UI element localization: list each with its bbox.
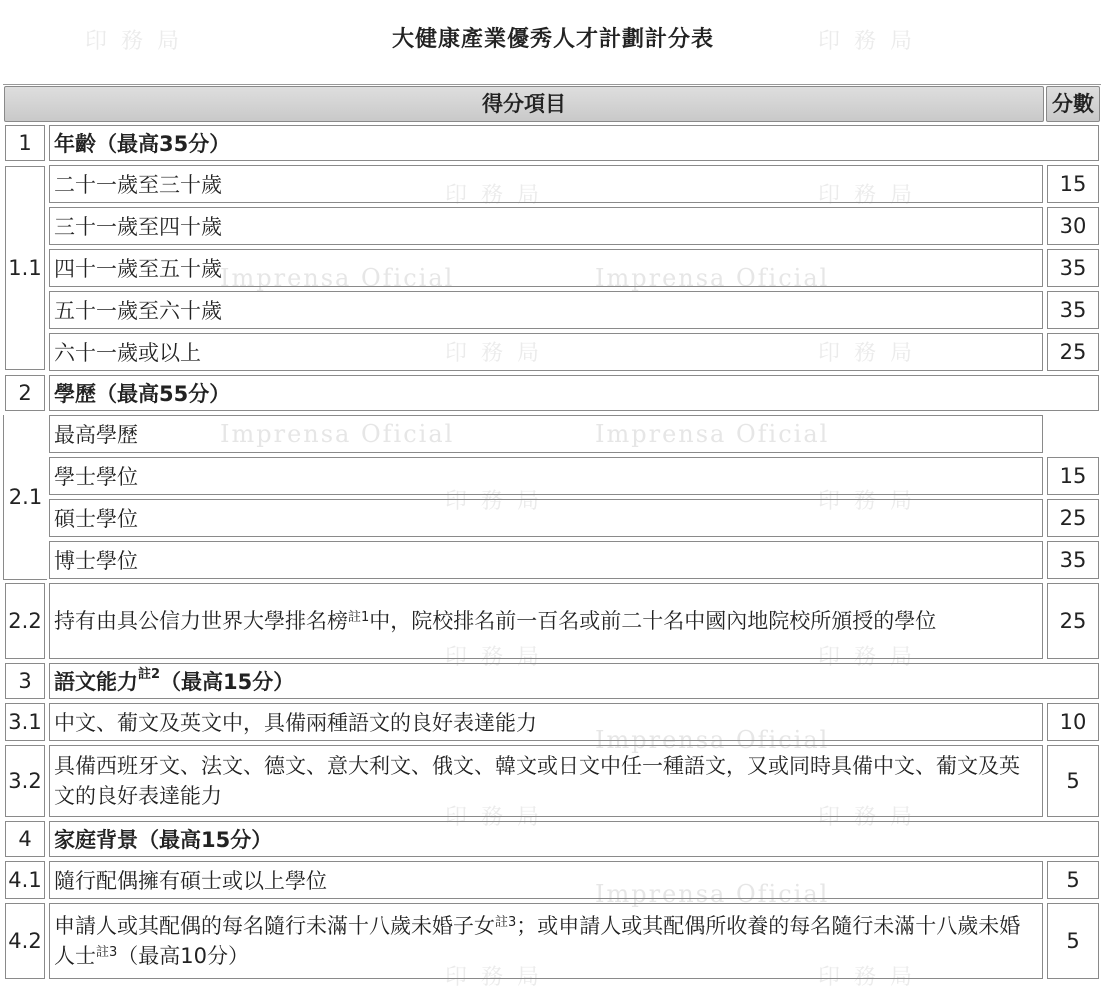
item-score: 35 xyxy=(1047,291,1099,329)
footnote-ref: 註3 xyxy=(96,945,118,960)
item-subheading: 最高學歷 xyxy=(49,415,1043,453)
watermark-seal: 印務局 xyxy=(818,805,927,830)
table-header-row xyxy=(3,85,1101,123)
table-row xyxy=(3,743,1101,819)
section-number: 4 xyxy=(5,821,45,857)
watermark-text: Imprensa Oficial xyxy=(595,420,830,448)
table-row xyxy=(3,455,1101,497)
watermark-text: Imprensa Oficial xyxy=(220,420,455,448)
item-label: 隨行配偶擁有碩士或以上學位 xyxy=(49,861,1043,899)
item-label: 碩士學位 xyxy=(49,499,1043,537)
table-row xyxy=(3,581,1101,661)
header-item: 得分項目 xyxy=(4,86,1044,122)
item-label: 二十一歲至三十歲 xyxy=(49,165,1043,203)
item-label: 中文、葡文及英文中，具備兩種語文的良好表達能力 xyxy=(49,703,1043,741)
watermark-seal: 印務局 xyxy=(445,965,554,990)
item-label: 具備西班牙文、法文、德文、意大利文、俄文、韓文或日文中任一種語文，又或同時具備中文、葡文及英文的良好表達能力 xyxy=(49,745,1043,817)
section-row xyxy=(3,373,1101,413)
table-row xyxy=(3,205,1101,247)
item-number: 2.1 xyxy=(3,415,47,580)
score-table xyxy=(3,84,1101,981)
table-row xyxy=(3,497,1101,539)
item-score: 30 xyxy=(1047,207,1099,245)
item-score: 5 xyxy=(1047,861,1099,899)
footnote-ref: 註3 xyxy=(495,915,517,930)
watermark-seal: 印務局 xyxy=(818,489,927,514)
item-number: 4.2 xyxy=(5,903,45,979)
item-label: 三十一歲至四十歲 xyxy=(49,207,1043,245)
item-score: 25 xyxy=(1047,333,1099,371)
header-score: 分數 xyxy=(1046,86,1100,122)
watermark-text: Imprensa Oficial xyxy=(595,880,830,908)
section-row xyxy=(3,661,1101,701)
section-label: 年齡（最高35分） xyxy=(49,125,1099,161)
section-number: 1 xyxy=(5,125,45,161)
section-number: 3 xyxy=(5,663,45,699)
footnote-ref: 註1 xyxy=(348,610,370,625)
watermark-seal: 印務局 xyxy=(445,645,554,670)
footnote-ref: 註2 xyxy=(138,667,161,682)
item-score: 15 xyxy=(1047,165,1099,203)
watermark-seal: 印務局 xyxy=(818,341,927,366)
watermark-seal: 印務局 xyxy=(445,489,554,514)
item-number: 4.1 xyxy=(5,861,45,899)
watermark-text: Imprensa Oficial xyxy=(220,264,455,292)
watermark-seal: 印務局 xyxy=(445,183,554,208)
item-number: 1.1 xyxy=(5,166,45,370)
item-score: 15 xyxy=(1047,457,1099,495)
item-score: 35 xyxy=(1047,541,1099,579)
watermark-seal: 印務局 xyxy=(818,183,927,208)
item-label: 申請人或其配偶的每名隨行未滿十八歲未婚子女$^{註3}$；或申請人或其配偶所收養的每名隨行未滿十八歲未婚人士$^{註3}$（最高10分） xyxy=(49,903,1043,979)
item-label: 六十一歲或以上 xyxy=(49,333,1043,371)
item-score: 25 xyxy=(1047,499,1099,537)
table-row xyxy=(3,247,1101,289)
section-label: 家庭背景（最高15分） xyxy=(49,821,1099,857)
item-score: 25 xyxy=(1047,583,1099,659)
table-row xyxy=(3,289,1101,331)
item-score: 35 xyxy=(1047,249,1099,287)
item-label: 學士學位 xyxy=(49,457,1043,495)
watermark-seal: 印務局 xyxy=(445,341,554,366)
table-row xyxy=(3,701,1101,743)
item-label: 五十一歲至六十歲 xyxy=(49,291,1043,329)
section-row xyxy=(3,123,1101,163)
section-label: 學歷（最高55分） xyxy=(49,375,1099,411)
section-number: 2 xyxy=(5,375,45,411)
watermark-text: Imprensa Oficial xyxy=(595,264,830,292)
section-row xyxy=(3,819,1101,859)
watermark-text: Imprensa Oficial xyxy=(595,726,830,754)
item-number: 3.1 xyxy=(5,703,45,741)
table-row xyxy=(3,901,1101,981)
item-label: 博士學位 xyxy=(49,541,1043,579)
item-score: 5 xyxy=(1047,903,1099,979)
table-row xyxy=(3,859,1101,901)
table-row xyxy=(3,163,1101,205)
watermark-seal: 印務局 xyxy=(818,965,927,990)
item-number: 3.2 xyxy=(5,745,45,817)
watermark-seal: 印務局 xyxy=(85,29,194,54)
page-title: 大健康產業優秀人才計劃計分表 xyxy=(391,27,714,52)
item-label: 持有由具公信力世界大學排名榜$^{註1}$中，院校排名前一百名或前二十名中國內地院校所頒授的學位 xyxy=(49,583,1043,659)
table-row xyxy=(3,331,1101,373)
watermark-seal: 印務局 xyxy=(445,805,554,830)
item-number: 2.2 xyxy=(5,583,45,659)
section-label: 語文能力$^{註2}$（最高15分） xyxy=(49,663,1099,699)
item-score: 10 xyxy=(1047,703,1099,741)
watermark-seal: 印務局 xyxy=(818,29,927,54)
watermark-seal: 印務局 xyxy=(818,645,927,670)
item-label: 四十一歲至五十歲 xyxy=(49,249,1043,287)
table-row xyxy=(3,413,1101,455)
item-score: 5 xyxy=(1047,745,1099,817)
table-row xyxy=(3,539,1101,581)
